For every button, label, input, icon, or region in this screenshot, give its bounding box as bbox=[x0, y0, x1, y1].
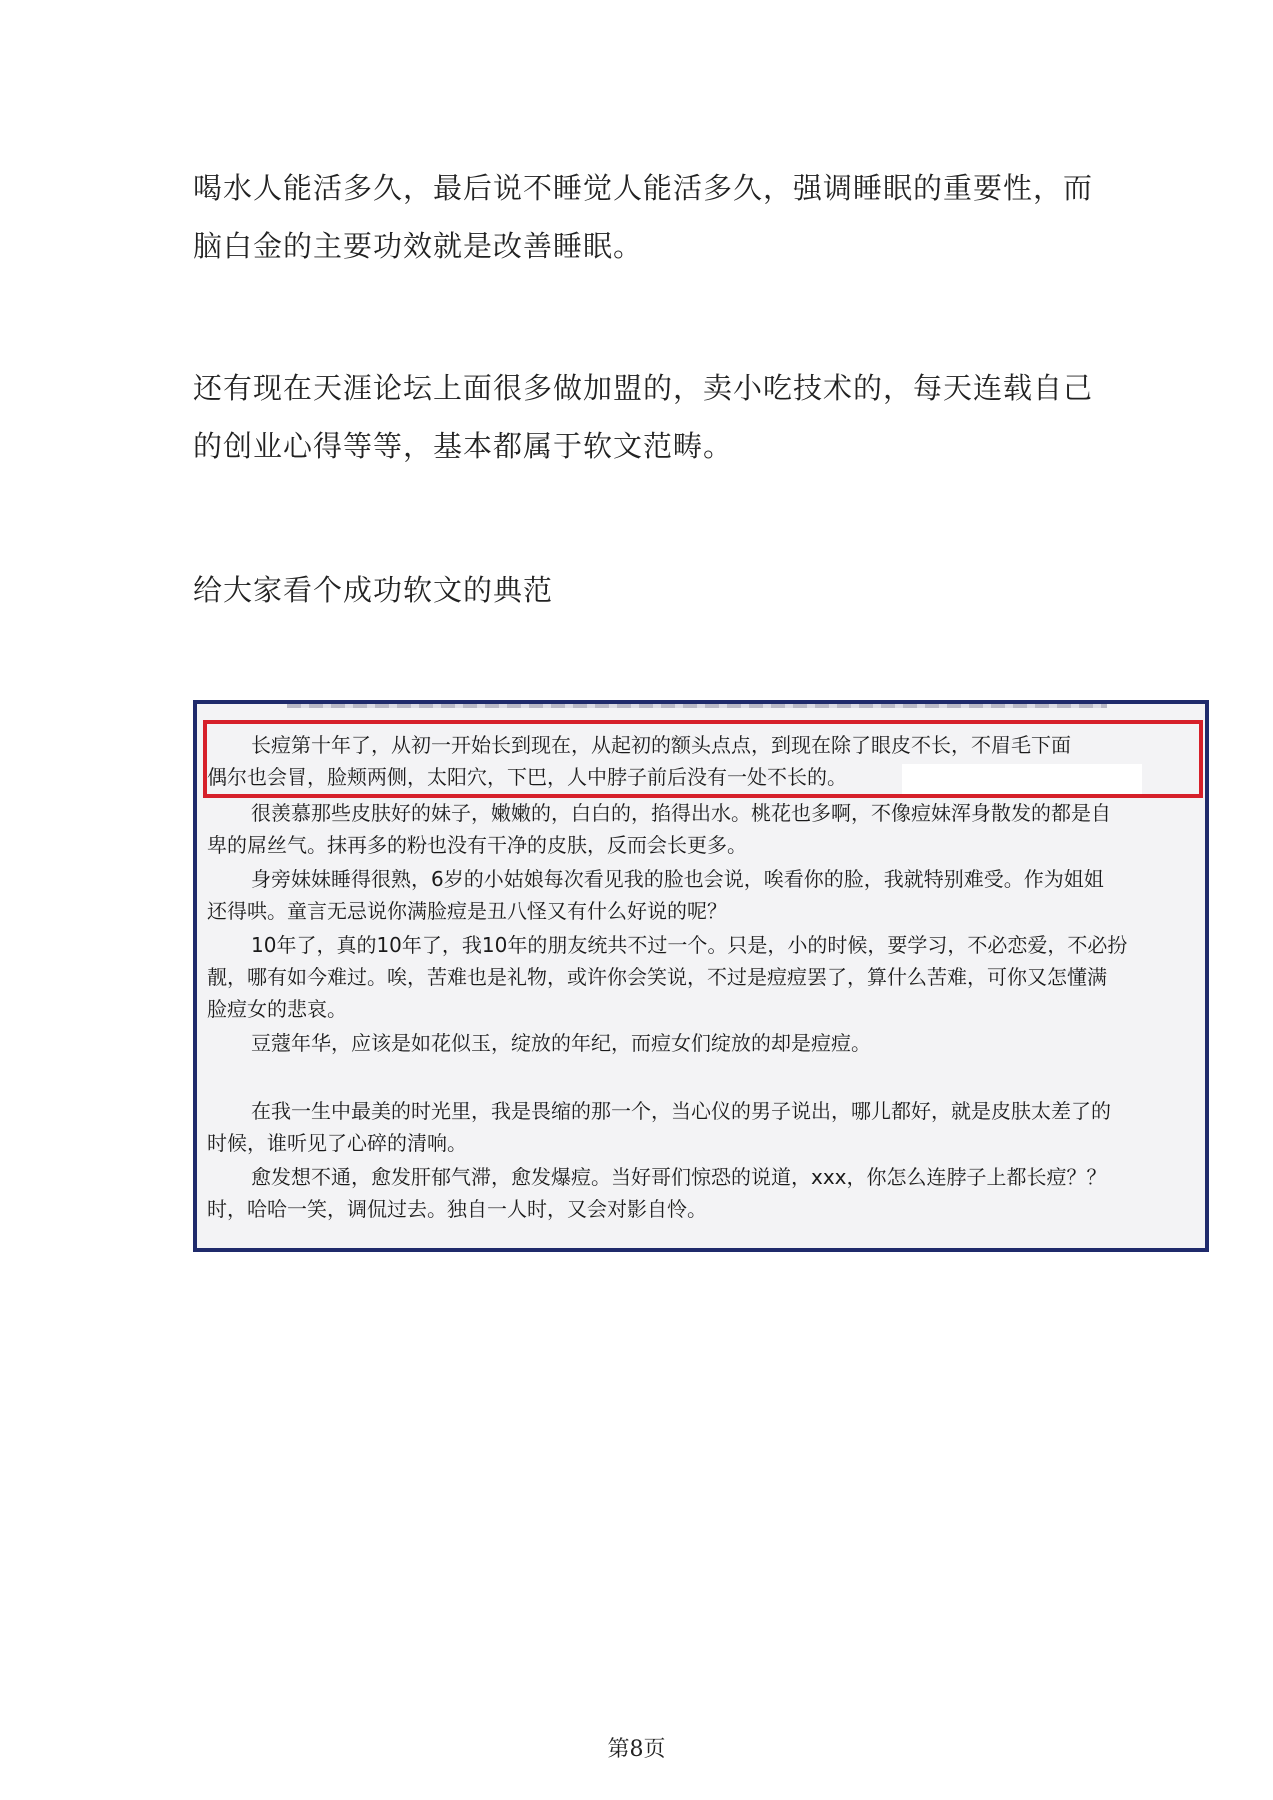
page-number: 第8页 bbox=[607, 1737, 666, 1762]
paragraph-line: 的创业心得等等，基本都属于软文范畴。 bbox=[193, 429, 734, 463]
screenshot-line: 10年了，真的10年了，我10年的朋友统共不过一个。只是，小的时候，要学习，不必恋爱，不必扮 bbox=[251, 933, 1128, 957]
cropped-text-edge bbox=[287, 700, 1107, 708]
screenshot-line: 时候，谁听见了心碎的清响。 bbox=[207, 1131, 467, 1155]
paragraph-line: 给大家看个成功软文的典范 bbox=[193, 573, 554, 607]
redaction-patch bbox=[902, 764, 1142, 794]
embedded-screenshot bbox=[193, 700, 1209, 1252]
screenshot-line: 靓，哪有如今难过。唉，苦难也是礼物，或许你会笑说，不过是痘痘罢了，算什么苦难，可你又怎懂满 bbox=[207, 965, 1107, 989]
screenshot-line: 身旁妹妹睡得很熟，6岁的小姑娘每次看见我的脸也会说，唉看你的脸，我就特别难受。作为姐姐 bbox=[251, 867, 1104, 891]
paragraph-line: 喝水人能活多久，最后说不睡觉人能活多久，强调睡眠的重要性，而 bbox=[193, 171, 1094, 205]
screenshot-line: 愈发想不通，愈发肝郁气滞，愈发爆痘。当好哥们惊恐的说道，xxx，你怎么连脖子上都长痘？？ bbox=[251, 1165, 1107, 1189]
paragraph-line: 还有现在天涯论坛上面很多做加盟的，卖小吃技术的，每天连载自己 bbox=[193, 371, 1094, 405]
screenshot-line: 时，哈哈一笑，调侃过去。独自一人时，又会对影自怜。 bbox=[207, 1197, 707, 1221]
screenshot-line: 偶尔也会冒，脸颊两侧，太阳穴，下巴，人中脖子前后没有一处不长的。 bbox=[207, 765, 847, 789]
body-paragraph-3 bbox=[193, 561, 1093, 619]
body-paragraph-1 bbox=[193, 159, 1093, 275]
screenshot-line: 在我一生中最美的时光里，我是畏缩的那一个，当心仪的男子说出，哪儿都好，就是皮肤太差了的 bbox=[251, 1099, 1111, 1123]
screenshot-line: 卑的屌丝气。抹再多的粉也没有干净的皮肤，反而会长更多。 bbox=[207, 833, 747, 857]
screenshot-line: 长痘第十年了，从初一开始长到现在，从起初的额头点点，到现在除了眼皮不长，不眉毛下面 bbox=[251, 733, 1071, 757]
screenshot-line: 脸痘女的悲哀。 bbox=[207, 997, 347, 1021]
body-paragraph-2 bbox=[193, 359, 1093, 475]
screenshot-line: 豆蔻年华，应该是如花似玉，绽放的年纪，而痘女们绽放的却是痘痘。 bbox=[251, 1031, 871, 1055]
screenshot-line: 还得哄。童言无忌说你满脸痘是丑八怪又有什么好说的呢？ bbox=[207, 899, 727, 923]
paragraph-line: 脑白金的主要功效就是改善睡眠。 bbox=[193, 229, 644, 263]
screenshot-line: 很羡慕那些皮肤好的妹子，嫩嫩的，白白的，掐得出水。桃花也多啊，不像痘妹浑身散发的都是自 bbox=[251, 801, 1111, 825]
